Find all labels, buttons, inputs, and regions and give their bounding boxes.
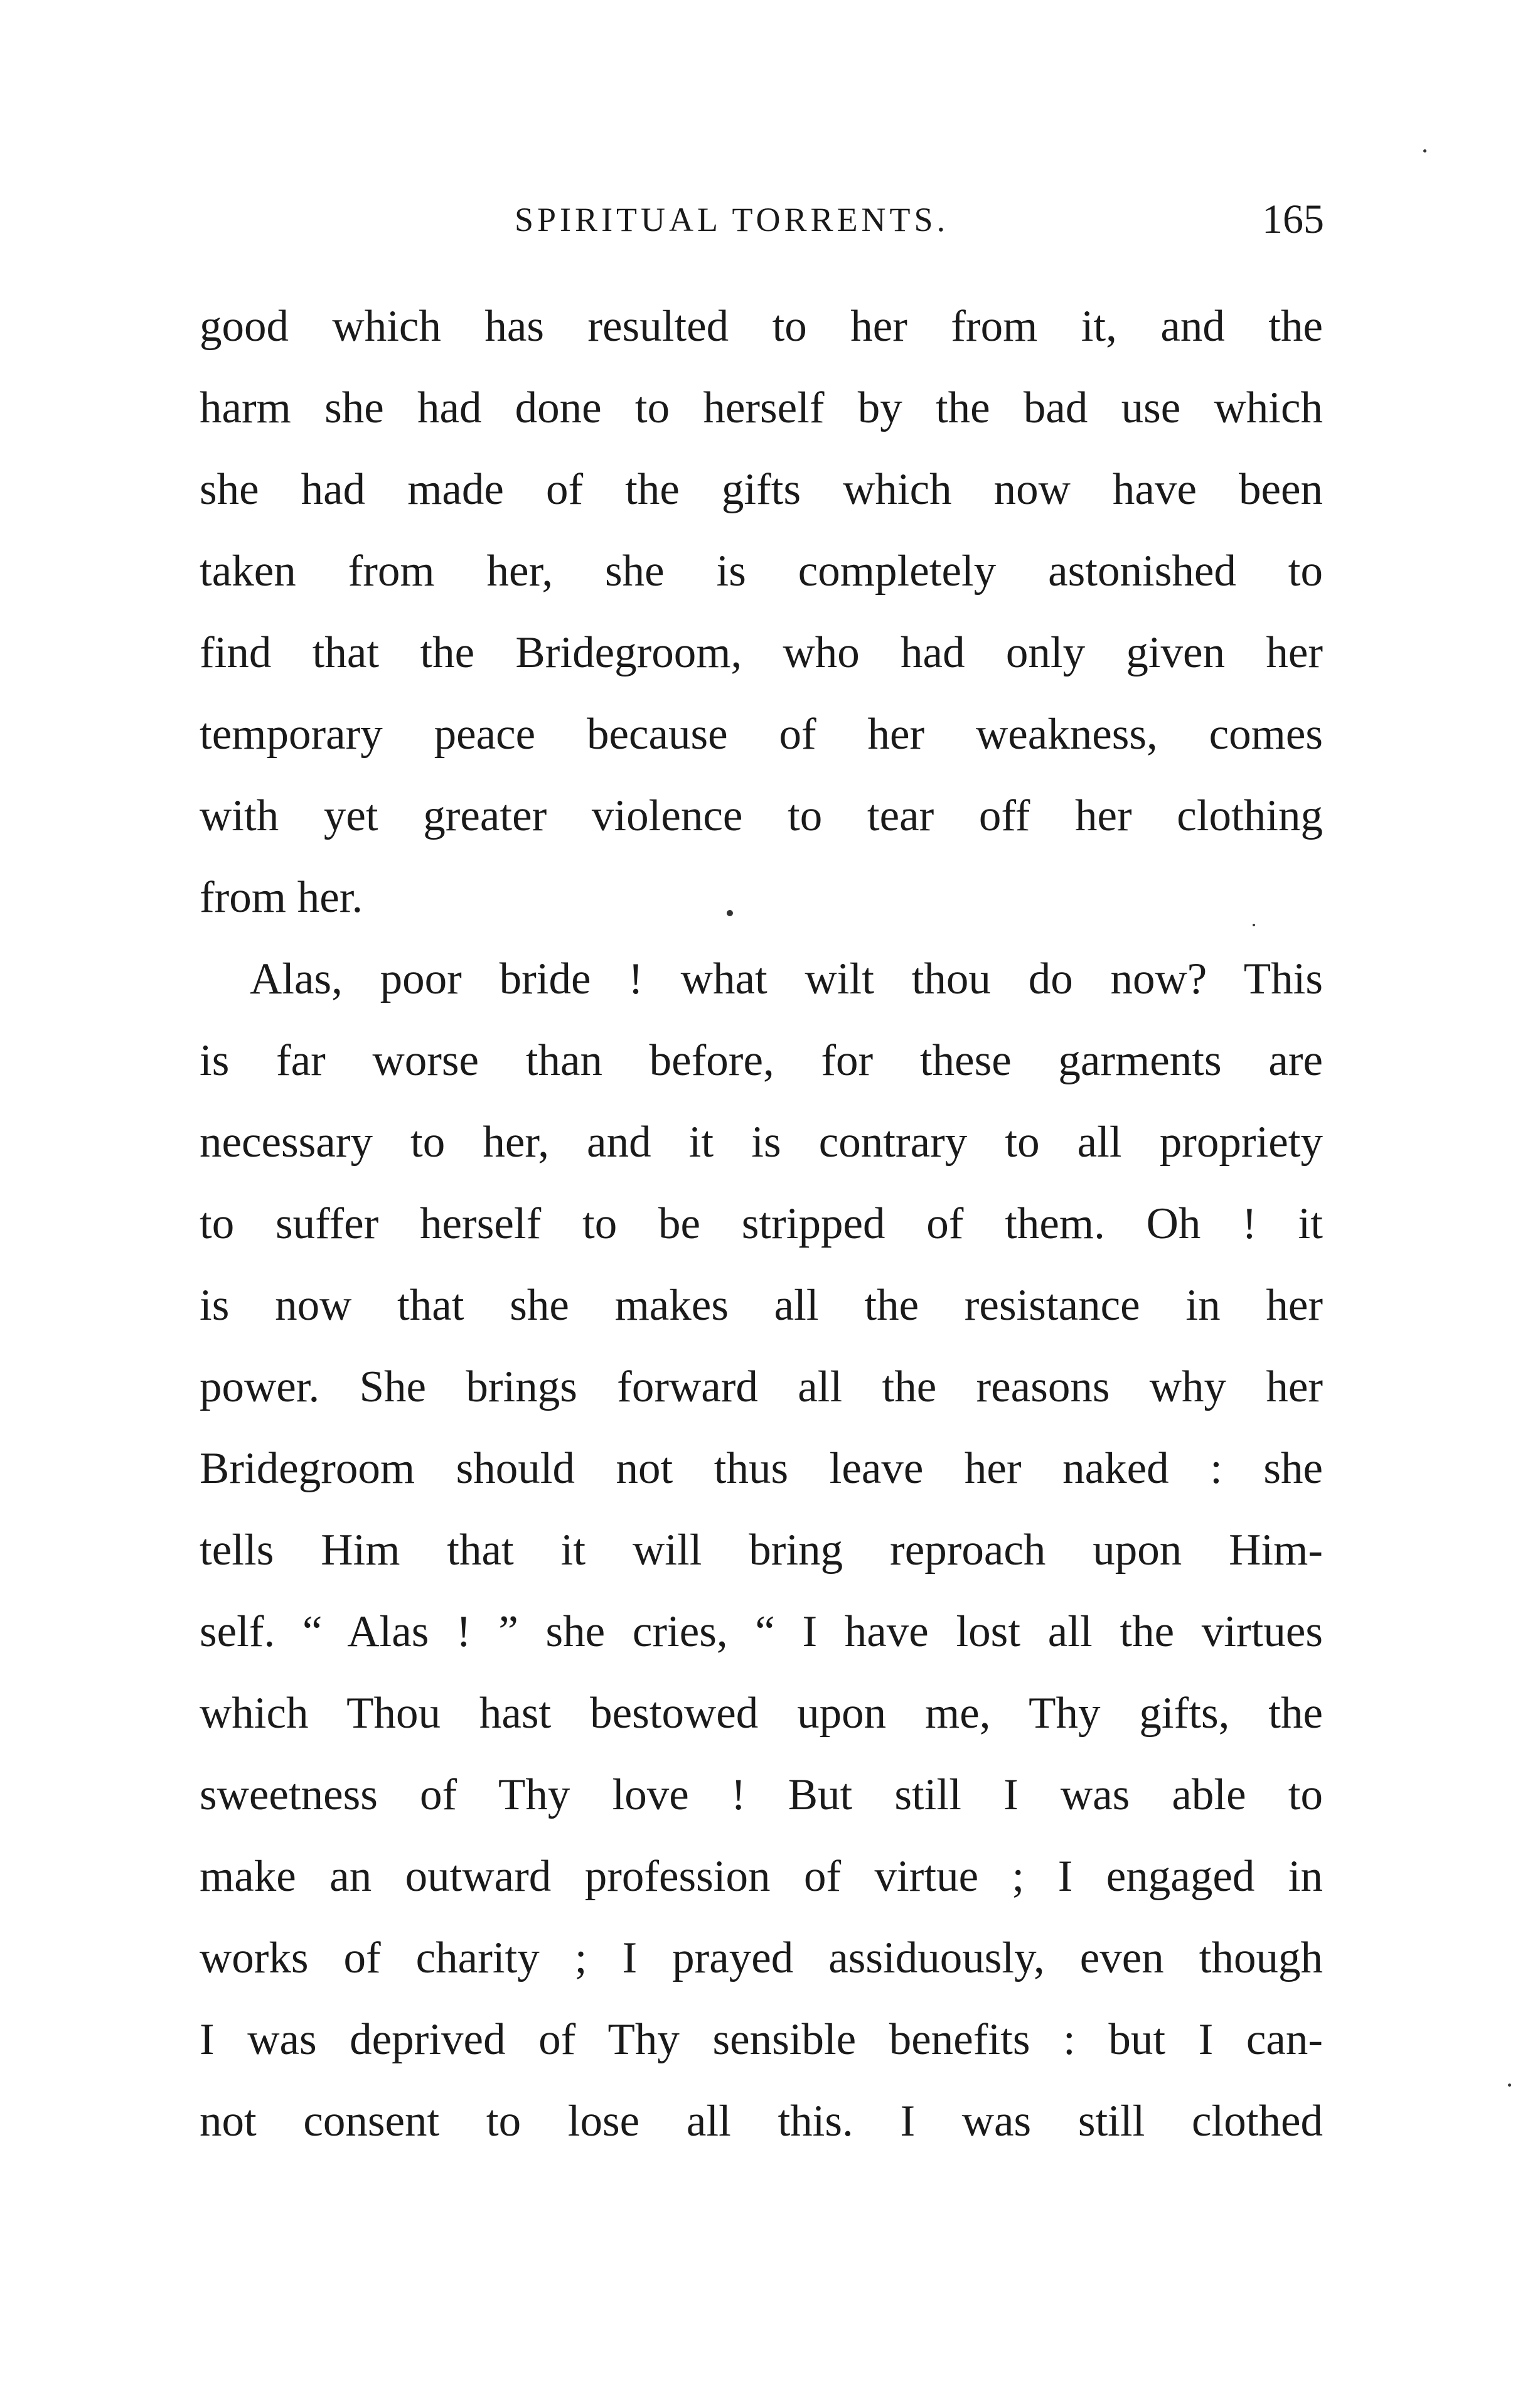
text-line: make an outward profession of virtue ; I engaged in	[200, 1852, 1323, 1901]
text-line: is now that she makes all the resistance in her	[200, 1281, 1323, 1330]
paragraph-end-line: from her.	[200, 873, 363, 922]
ink-speck	[1253, 924, 1255, 926]
text-line: necessary to her, and it is contrary to all propriety	[200, 1118, 1323, 1167]
text-line: temporary peace because of her weakness, comes	[200, 710, 1323, 759]
text-line: works of charity ; I prayed assiduously, even though	[200, 1934, 1323, 1982]
text-line: Bridegroom should not thus leave her naked : she	[200, 1444, 1323, 1493]
text-line: with yet greater violence to tear off her clothing	[200, 791, 1323, 840]
text-line: sweetness of Thy love ! But still I was able to	[200, 1770, 1323, 1819]
ink-speck	[1508, 2083, 1511, 2087]
ink-speck	[727, 910, 733, 916]
text-line: taken from her, she is completely astonished to	[200, 547, 1323, 596]
text-line: she had made of the gifts which now have been	[200, 465, 1323, 514]
text-line: power. She brings forward all the reasons why her	[200, 1362, 1323, 1411]
paragraph-start-line: Alas, poor bride ! what wilt thou do now? This	[250, 955, 1323, 1003]
text-line: harm she had done to herself by the bad use which	[200, 383, 1323, 432]
text-line: which Thou hast bestowed upon me, Thy gifts, the	[200, 1689, 1323, 1738]
running-title: SPIRITUAL TORRENTS.	[515, 201, 949, 238]
running-header	[201, 191, 1324, 248]
text-line: I was deprived of Thy sensible benefits : but I can-	[200, 2015, 1323, 2064]
page-number: 165	[1262, 196, 1324, 242]
text-line: self. “ Alas ! ” she cries, “ I have lost all the virtues	[200, 1607, 1323, 1656]
text-line: is far worse than before, for these garments are	[200, 1036, 1323, 1085]
text-line: not consent to lose all this. I was still clothed	[200, 2097, 1323, 2146]
text-line: find that the Bridegroom, who had only given her	[200, 628, 1323, 677]
text-line: good which has resulted to her from it, and the	[200, 302, 1323, 351]
body-text	[200, 286, 1323, 2162]
text-line: tells Him that it will bring reproach upon Him-	[200, 1526, 1323, 1575]
ink-speck	[1423, 149, 1426, 152]
text-line: to suffer herself to be stripped of them. Oh ! it	[200, 1199, 1323, 1248]
